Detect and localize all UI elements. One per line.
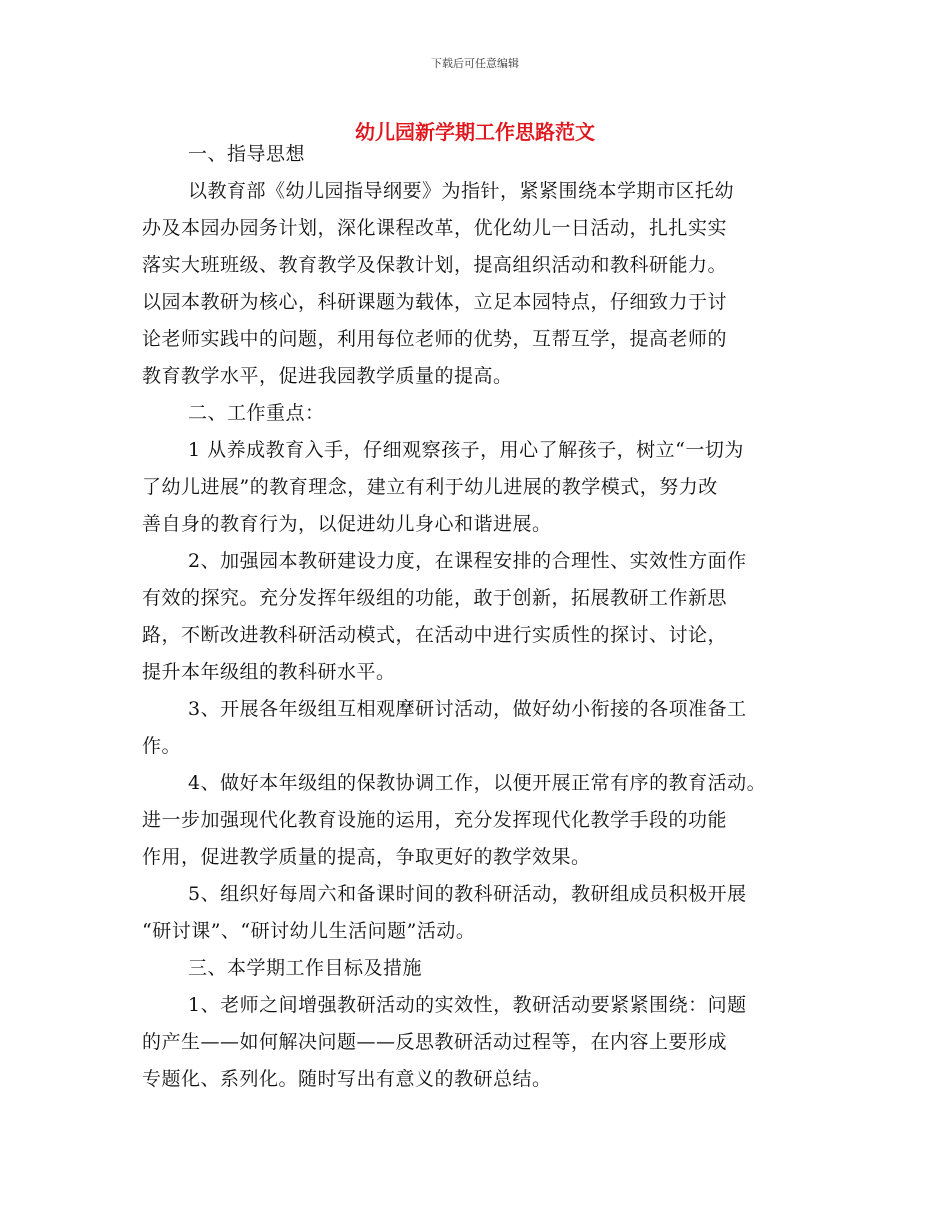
text-line: 一、指导思想 (188, 143, 306, 165)
text-line: “研讨课”、“研讨幼儿生活问题”活动。 (142, 920, 476, 942)
text-line: 三、本学期工作目标及措施 (188, 957, 423, 979)
text-line: 善自身的教育行为，以促进幼儿身心和谐进展。 (142, 513, 552, 535)
text-line: 4、做好本年级组的保教协调工作，以便开展正常有序的教育活动。 (188, 772, 767, 794)
text-line: 5、组织好每周六和备课时间的教科研活动，教研组成员积极开展 (188, 883, 747, 905)
text-line: 1 从养成教育入手，仔细观察孩子，用心了解孩子，树立“一切为 (188, 439, 744, 461)
text-line: 落实大班班级、教育教学及保教计划，提高组织活动和教科研能力。 (142, 254, 728, 276)
text-line: 作用，促进教学质量的提高，争取更好的教学效果。 (142, 846, 591, 868)
text-line: 以园本教研为核心，科研课题为载体，立足本园特点，仔细致力于讨 (142, 291, 728, 313)
text-line: 1、老师之间增强教研活动的实效性，教研活动要紧紧围绕：问题 (188, 994, 747, 1016)
text-line: 办及本园办园务计划，深化课程改革，优化幼儿一日活动，扎扎实实 (142, 217, 728, 239)
text-line: 3、开展各年级组互相观摩研讨活动，做好幼小衔接的各项准备工 (188, 698, 747, 720)
text-line: 二、工作重点： (188, 402, 325, 424)
text-line: 作。 (142, 735, 182, 757)
text-line: 路，不断改进教科研活动模式，在活动中进行实质性的探讨、讨论， (142, 624, 728, 646)
text-line: 论老师实践中的问题，利用每位老师的优势，互帮互学，提高老师的 (142, 328, 728, 350)
text-line: 专题化、系列化。随时写出有意义的教研总结。 (142, 1068, 552, 1090)
document-body (142, 136, 832, 1098)
text-line: 了幼儿进展”的教育理念，建立有利于幼儿进展的教学模式，努力改 (142, 476, 718, 498)
text-line: 教育教学水平，促进我园教学质量的提高。 (142, 365, 513, 387)
text-line: 进一步加强现代化教育设施的运用，充分发挥现代化教学手段的功能 (142, 809, 728, 831)
document-title: 幼儿园新学期工作思路范文 (355, 120, 595, 144)
text-line: 有效的探究。充分发挥年级组的功能，敢于创新，拓展教研工作新思 (142, 587, 728, 609)
text-line: 提升本年级组的教科研水平。 (142, 661, 396, 683)
text-line: 以教育部《幼儿园指导纲要》为指针，紧紧围绕本学期市区托幼 (188, 180, 735, 202)
text-line: 2、加强园本教研建设力度，在课程安排的合理性、实效性方面作 (188, 550, 747, 572)
page-header-note: 下载后可任意编辑 (431, 57, 519, 70)
text-line: 的产生——如何解决问题——反思教研活动过程等，在内容上要形成 (142, 1031, 728, 1053)
